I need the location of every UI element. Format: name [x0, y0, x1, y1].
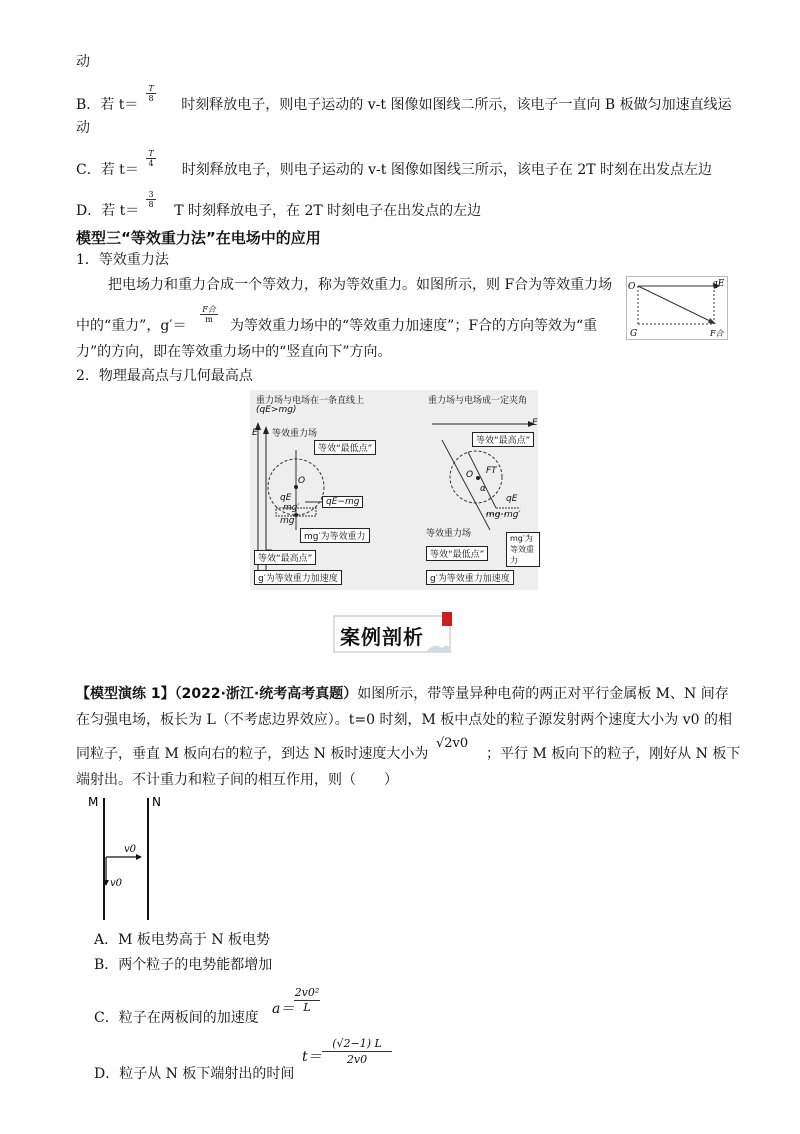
choice-d-fraction: (√2−1) L 2v0	[322, 1036, 392, 1067]
left-mgp-label: mg′	[283, 503, 300, 513]
option-b	[76, 95, 760, 115]
left-note-box: mg′为等效重力	[300, 528, 370, 543]
option-b-prefix: B．若 t＝	[76, 97, 139, 113]
paragraph-1-line3: 力”的方向，即在等效重力场中的“竖直向下”方向。	[76, 344, 392, 360]
right-alpha-label: α	[480, 484, 486, 494]
plate-n-label: N	[152, 795, 161, 809]
force-g-label: G	[630, 329, 638, 339]
option-b-cont: 动	[76, 120, 90, 136]
option-d-prefix: D．若 t＝	[76, 203, 140, 219]
right-ft-label: FT	[486, 466, 497, 476]
problem-line1	[76, 684, 760, 704]
choice-c: C．粒子在两板间的加速度	[94, 1010, 259, 1026]
right-qe-label: qE	[506, 494, 518, 504]
v0-down-label: v0	[110, 878, 123, 889]
right-g-box: g′为等效重力加速度	[426, 570, 514, 585]
left-title: 重力场与电场在一条直线上	[256, 396, 365, 406]
right-title: 重力场与电场成一定夹角	[428, 396, 528, 406]
sqrt2-v0: √2v0	[436, 736, 469, 751]
option-c-fraction: $\frac{T}{4}$	[146, 149, 156, 168]
choice-d-lhs: t＝	[302, 1049, 322, 1065]
problem-line3a: 同粒子，垂直 M 板向右的粒子，到达 N 板时速度大小为	[76, 746, 429, 762]
left-mg-label: mg	[280, 516, 295, 526]
right-o-label: O	[466, 470, 474, 480]
problem-line4: 端射出。不计重力和粒子间的相互作用，则（ ）	[76, 772, 398, 788]
banner-text: 案例剖析	[340, 625, 424, 649]
force-diagram	[626, 276, 728, 340]
problem-tag: 【模型演练 1】	[76, 686, 175, 702]
choice-b: B．两个粒子的电势能都增加	[94, 957, 273, 973]
option-d-text: T 时刻释放电子，在 2T 时刻电子在出发点的左边	[174, 203, 482, 219]
problem-line2: 在匀强电场，板长为 L（不考虑边界效应）。t=0 时刻，M 板中点处的粒子源发射两个速度大小为 v0 的相	[76, 712, 732, 728]
choice-c-lhs: a＝	[272, 1001, 295, 1017]
force-o-label: O	[628, 282, 636, 292]
para1-fraction: F合 m	[200, 305, 218, 324]
right-field-label: 等效重力场	[426, 529, 472, 539]
subheading-2: 2．物理最高点与几何最高点	[76, 368, 253, 384]
left-o-label: O	[298, 476, 306, 486]
left-g-box: g′为等效重力加速度	[254, 570, 342, 585]
problem-source: （2022·浙江·统考高考真题）	[174, 686, 358, 702]
right-highest-box: 等效“最高点”	[472, 432, 534, 447]
option-c-text: 时刻释放电子，则电子运动的 v-t 图像如图线三所示，该电子在 2T 时刻在出发点左边	[181, 162, 713, 178]
plate-m-label: M	[88, 795, 99, 809]
option-d-fraction: $\frac{3}{8}$	[146, 190, 156, 209]
choice-a: A．M 板电势高于 N 板电势	[94, 932, 271, 948]
right-note-box: mg′为等效重力	[506, 532, 540, 567]
left-lowest-box: 等效“最低点”	[314, 440, 376, 455]
v0-right-label: v0	[124, 844, 137, 855]
left-condition: (qE>mg)	[256, 405, 297, 415]
left-e-label: E	[252, 428, 258, 438]
paragraph-1-line1: 把电场力和重力合成一个等效力，称为等效重力。如图所示，则 F合为等效重力场	[108, 277, 613, 293]
left-field-label: 等效重力场	[272, 429, 318, 439]
plates-figure	[84, 790, 174, 924]
force-qe-label: qE	[712, 279, 725, 289]
subheading-1: 1．等效重力法	[76, 252, 169, 268]
right-e-label: E	[532, 418, 538, 428]
option-d	[76, 201, 760, 221]
problem-line3b: ；平行 M 板向下的粒子，刚好从 N 板下	[486, 746, 741, 762]
case-analysis-banner	[330, 612, 458, 658]
continued-text: 动	[76, 54, 90, 70]
left-qe-mg-box: qE−mg	[322, 496, 363, 508]
equivalent-gravity-figure	[250, 390, 538, 590]
left-qe-label: qE	[280, 493, 292, 503]
problem-text-1: 如图所示，带等量异种电荷的两正对平行金属板 M、N 间存	[357, 686, 729, 702]
paragraph-1-line2b: 为等效重力场中的“等效重力加速度”；F合的方向等效为“重	[230, 318, 598, 334]
right-mg-label: mg	[486, 510, 501, 520]
left-highest-box: 等效“最高点”	[254, 550, 316, 565]
choice-c-fraction: 2v0² L	[294, 986, 320, 1014]
option-c	[76, 160, 760, 180]
paragraph-1-line2a: 中的“重力”，g′＝	[76, 318, 187, 334]
option-b-fraction: $\frac{T}{8}$	[146, 84, 156, 103]
right-mgp-label: mg′	[504, 510, 521, 520]
option-b-text: 时刻释放电子，则电子运动的 v-t 图像如图线二所示，该电子一直向 B 板做匀加速直线运	[181, 97, 732, 113]
section-title: 模型三“等效重力法”在电场中的应用	[76, 229, 321, 247]
force-f-label: F合	[710, 329, 724, 338]
right-lowest-box: 等效“最低点”	[426, 546, 488, 561]
option-c-prefix: C．若 t＝	[76, 162, 139, 178]
choice-d: D．粒子从 N 板下端射出的时间	[94, 1066, 295, 1082]
